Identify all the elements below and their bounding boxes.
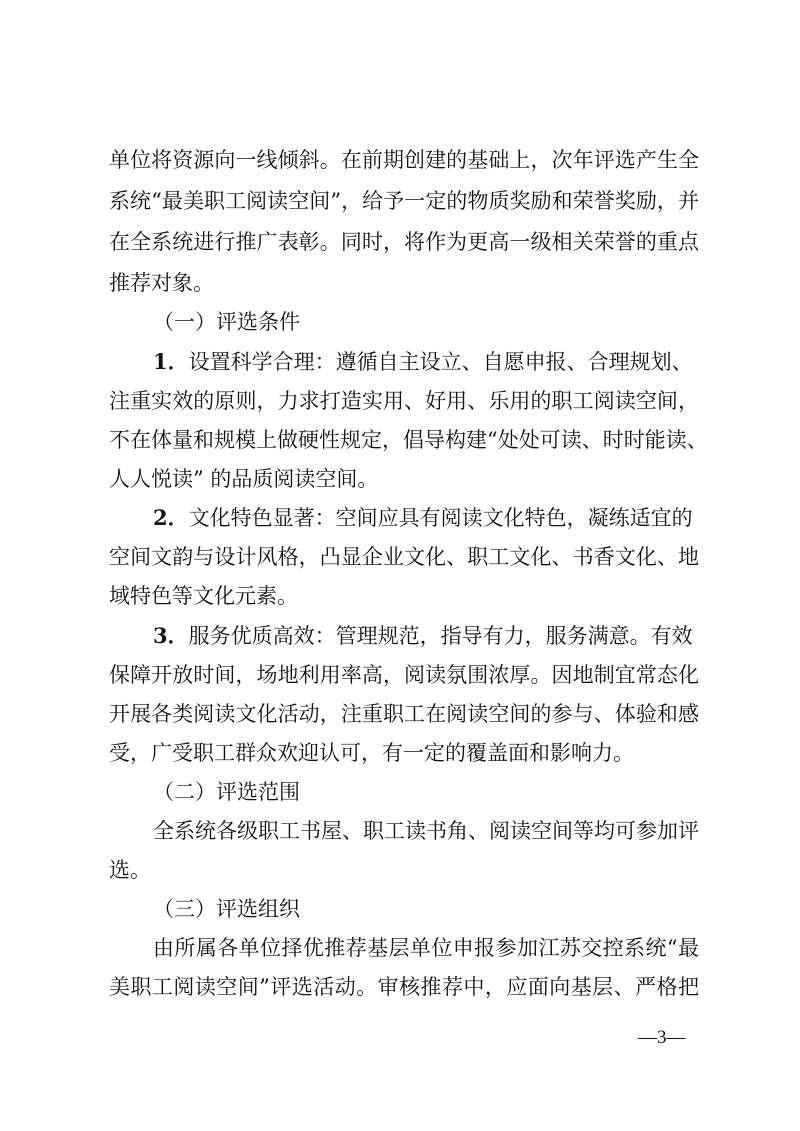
section-heading: （三）评选组织 bbox=[153, 897, 300, 921]
body-text-line: 推荐对象。 bbox=[109, 271, 214, 295]
list-number: 1． bbox=[153, 349, 189, 374]
body-text-line: 设置科学合理：遵循自主设立、自愿申报、合理规划、 bbox=[188, 350, 693, 374]
list-number: 3． bbox=[153, 623, 189, 648]
body-text-line: 服务优质高效：管理规范，指导有力，服务满意。有效 bbox=[188, 624, 693, 648]
list-item-first-line bbox=[153, 624, 693, 648]
section-heading: （二）评选范围 bbox=[153, 780, 300, 804]
body-text-line: 单位将资源向一线倾斜。在前期创建的基础上，次年评选产生全 bbox=[109, 148, 699, 172]
body-text-line: 开展各类阅读文化活动，注重职工在阅读空间的参与、体验和感 bbox=[109, 702, 699, 726]
page-number: —3— bbox=[638, 1027, 686, 1048]
list-item-first-line bbox=[153, 350, 693, 374]
list-item-first-line bbox=[153, 506, 693, 530]
body-text-line: 文化特色显著：空间应具有阅读文化特色，凝练适宜的 bbox=[188, 506, 693, 530]
body-text-line: 人人悦读” 的品质阅读空间。 bbox=[109, 467, 379, 491]
body-text-line: 美职工阅读空间”评选活动。审核推荐中，应面向基层、严格把 bbox=[109, 975, 699, 999]
body-text-line: 注重实效的原则，力求打造实用、好用、乐用的职工阅读空间， bbox=[109, 389, 699, 413]
body-text-line: 受，广受职工群众欢迎认可，有一定的覆盖面和影响力。 bbox=[109, 741, 634, 765]
body-text-line: 全系统各级职工书屋、职工读书角、阅读空间等均可参加评 bbox=[153, 819, 699, 843]
body-text-line: 保障开放时间，场地利用率高，阅读氛围浓厚。因地制宜常态化 bbox=[109, 663, 699, 687]
body-text-line: 由所属各单位择优推荐基层单位申报参加江苏交控系统“最 bbox=[153, 936, 699, 960]
section-heading: （一）评选条件 bbox=[153, 310, 300, 334]
list-number: 2． bbox=[153, 505, 189, 530]
body-text-line: 空间文韵与设计风格，凸显企业文化、职工文化、书香文化、地 bbox=[109, 545, 699, 569]
body-text-line: 域特色等文化元素。 bbox=[109, 584, 298, 608]
body-text-line: 在全系统进行推广表彰。同时，将作为更高一级相关荣誉的重点 bbox=[109, 230, 699, 254]
body-text-line: 系统“最美职工阅读空间”，给予一定的物质奖励和荣誉奖励，并 bbox=[109, 189, 699, 213]
body-text-line: 不在体量和规模上做硬性规定，倡导构建“处处可读、时时能读、 bbox=[109, 428, 708, 452]
body-text-line: 选。 bbox=[109, 858, 151, 882]
